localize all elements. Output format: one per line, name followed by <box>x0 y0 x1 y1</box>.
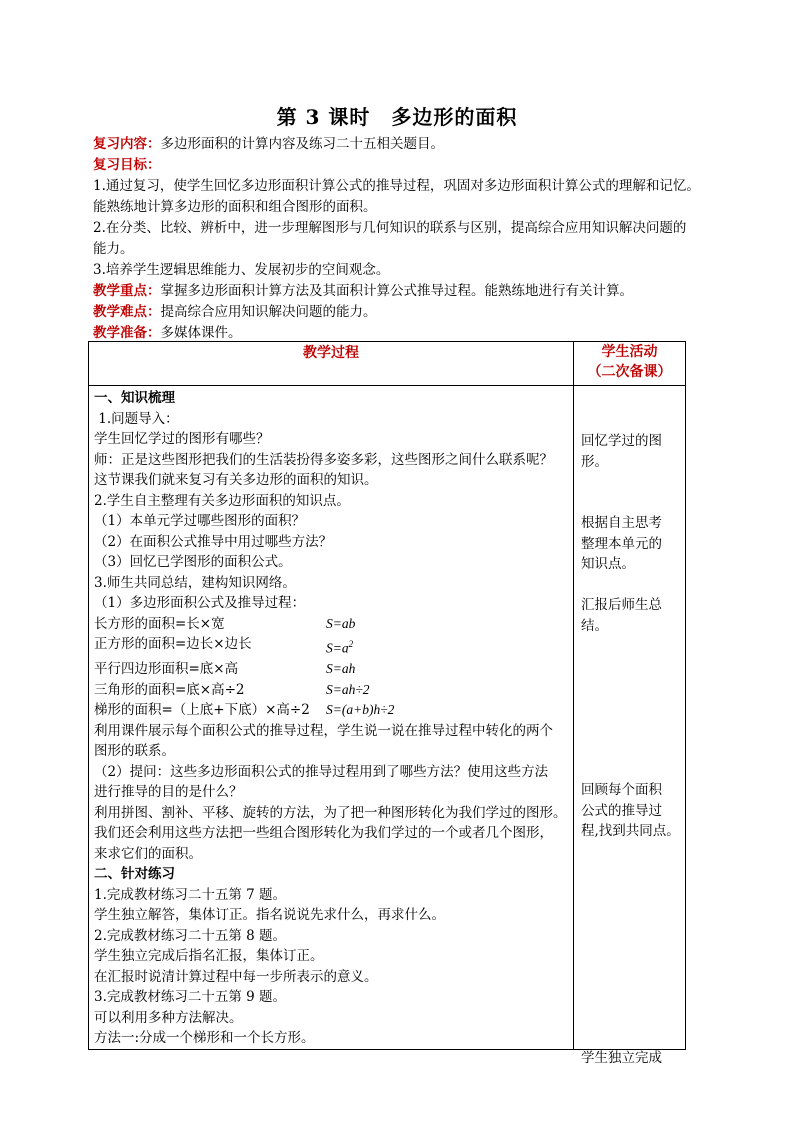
text-line: 可以利用多种方法解决。 <box>94 1009 243 1026</box>
lesson-table <box>88 341 686 1066</box>
formula-expr: S=ah÷2 <box>326 681 370 697</box>
formula-text: 平行四边形面积=底×高 <box>94 661 239 677</box>
text-line: （1）本单元学过哪些图形的面积？ <box>94 513 306 529</box>
text-line: 2.学生自主整理有关多边形面积的知识点。 <box>94 492 350 509</box>
header-student-activity <box>574 342 686 386</box>
preparation-text: 多媒体课件。 <box>160 325 242 341</box>
note-line: 公式的推导过 <box>581 802 662 819</box>
key-points-text: 掌握多边形面积计算方法及其面积计算公式推导过程。能熟练地进行有关计算。 <box>160 283 633 299</box>
formula-expr: S=(a+b)h÷2 <box>326 702 395 717</box>
text-line: 在汇报时说清计算过程中每一步所表示的意义。 <box>94 968 378 985</box>
text-line: 这节课我们就来复习有关多边形的面积的知识。 <box>94 472 378 488</box>
student-activity-cell <box>574 386 686 1066</box>
goal-3: 3.培养学生逻辑思维能力、发展初步的空间观念。 <box>93 262 390 278</box>
formula-square <box>94 634 569 659</box>
note-line: 汇报后师生总 <box>581 597 662 613</box>
text-line: 进行推导的目的是什么？ <box>94 784 243 800</box>
formula-trapezoid <box>94 700 569 721</box>
table-header-row <box>89 342 686 386</box>
goal-2a: 2.在分类、比较、辨析中，进一步理解图形与几何知识的联系与区别，提高综合应用知识解决问题的 <box>93 220 687 236</box>
header-right-line-2: （二次备课） <box>587 364 672 380</box>
goal-2b: 能力。 <box>93 241 134 257</box>
text-line: 我们还会利用这些方法把一些组合图形转化为我们学过的一个或者几个图形， <box>94 825 553 841</box>
formula-expr <box>326 634 353 659</box>
note-line: 整理本单元的 <box>581 535 662 552</box>
note-recall-shapes <box>581 431 681 472</box>
text-line: 来求它们的面积。 <box>94 845 202 862</box>
key-points-line <box>93 281 713 302</box>
lesson-intro <box>93 134 713 344</box>
difficulty-text: 提高综合应用知识解决问题的能力。 <box>160 304 377 320</box>
section-2-heading: 二、针对练习 <box>94 866 175 882</box>
page-title: 第 3 课时 多边形的面积 <box>276 105 518 129</box>
text-line: 图形的联系。 <box>94 743 175 759</box>
review-content-label: 复习内容： <box>93 136 161 152</box>
section-1-heading: 一、知识梳理 <box>94 390 175 406</box>
text-line: （2）提问：这些多边形面积公式的推导过程用到了哪些方法？使用这些方法 <box>94 763 549 780</box>
note-line: 回顾每个面积 <box>581 782 662 798</box>
teaching-process-cell <box>89 386 574 1050</box>
text-line: 方法一:分成一个梯形和一个长方形。 <box>94 1030 315 1046</box>
text-line: 学生独立解答，集体订正。指名说说先求什么，再求什么。 <box>94 907 445 923</box>
review-goals-label: 复习目标： <box>93 157 161 173</box>
note-independent <box>581 1048 681 1069</box>
text-line: 1.问题导入： <box>94 410 179 427</box>
formula-base: S=a <box>326 640 349 656</box>
note-report-summary <box>581 595 681 636</box>
formula-rectangle <box>94 614 569 635</box>
review-goals-line <box>93 155 713 176</box>
note-line: 程,找到共同点。 <box>581 823 680 839</box>
text-line: （2）在面积公式推导中用过哪些方法？ <box>94 533 333 550</box>
difficulty-line <box>93 302 713 323</box>
text-line: 2.完成教材练习二十五第 8 题。 <box>94 927 287 944</box>
formula-exponent: 2 <box>348 639 354 649</box>
formula-expr: S=ab <box>326 615 356 631</box>
note-line: 回忆学过的图 <box>581 433 662 449</box>
note-self-organize <box>581 513 681 575</box>
formula-triangle <box>94 680 569 701</box>
text-line: 3.完成教材练习二十五第 9 题。 <box>94 989 287 1005</box>
review-content-text: 多边形面积的计算内容及练习二十五相关题目。 <box>160 136 444 152</box>
text-line: 学生独立完成后指名汇报，集体订正。 <box>94 948 324 964</box>
note-line: 根据自主思考 <box>581 515 662 531</box>
goal-1b: 能熟练地计算多边形的面积和组合图形的面积。 <box>93 199 377 215</box>
note-line: 知识点。 <box>581 556 635 572</box>
preparation-label: 教学准备： <box>93 325 161 341</box>
note-line: 形。 <box>581 453 608 470</box>
header-right-line-1: 学生活动 <box>601 344 658 360</box>
formula-text: 正方形的面积=边长×边长 <box>94 636 252 652</box>
formula-text: 长方形的面积=长×宽 <box>94 615 225 632</box>
formula-expr: S=ah <box>326 661 356 676</box>
text-line: （3）回忆已学图形的面积公式。 <box>94 554 292 570</box>
header-teaching-process: 教学过程 <box>89 342 574 386</box>
difficulty-label: 教学难点： <box>93 304 161 320</box>
text-line: 学生回忆学过的图形有哪些？ <box>94 431 270 447</box>
goal-1a: 1.通过复习，使学生回忆多边形面积计算公式的推导过程，巩固对多边形面积计算公式的理解和记忆。 <box>93 178 700 194</box>
text-line: 3.师生共同总结，建构知识网络。 <box>94 574 296 591</box>
text-line: 利用课件展示每个面积公式的推导过程，学生说一说在推导过程中转化的两个 <box>94 722 553 739</box>
table-body-row <box>89 386 686 1050</box>
text-line: 1.完成教材练习二十五第 7 题。 <box>94 886 287 903</box>
text-line: 师：正是这些图形把我们的生活装扮得多姿多彩，这些图形之间什么联系呢？ <box>94 451 553 468</box>
text-line: 利用拼图、割补、平移、旋转的方法，为了把一种图形转化为我们学过的图形。 <box>94 804 567 821</box>
formula-text: 三角形的面积=底×高÷2 <box>94 681 245 698</box>
formula-text: 梯形的面积=（上底+下底）×高÷2 <box>94 702 310 718</box>
key-points-label: 教学重点： <box>93 283 161 299</box>
formula-parallelogram <box>94 659 569 680</box>
note-review-derivation <box>581 780 681 842</box>
note-line: 结。 <box>581 617 608 634</box>
review-content-line <box>93 134 713 155</box>
text-line: （1）多边形面积公式及推导过程： <box>94 595 306 611</box>
note-line: 学生独立完成 <box>581 1050 662 1066</box>
